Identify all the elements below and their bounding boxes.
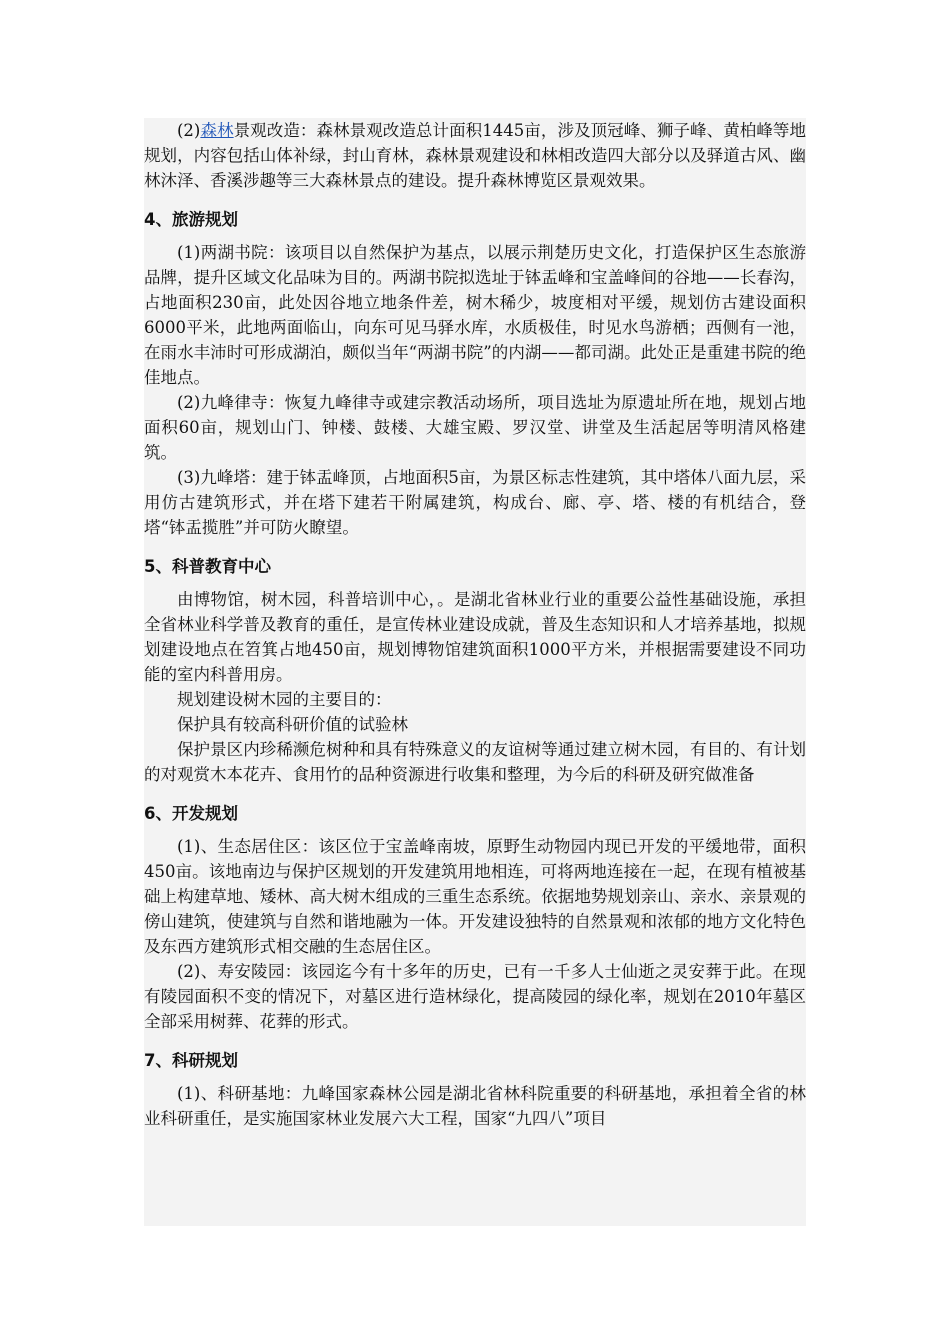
heading-tourism-planning: 4、旅游规划	[144, 210, 238, 229]
paragraph-lianghu-academy: (1)两湖书院：该项目以自然保护为基点，以展示荆楚历史文化，打造保护区生态旅游品牌，提升区域文化品味为目的。两湖书院拟选址于钵盂峰和宝盖峰间的谷地——长春沟，占地面积230亩，此处因谷地立地条件差，树木稀少，坡度相对平缓，规划仿古建设面积6000平米，此地两面临山，向东可见马驿水库，水质极佳，时见水鸟游栖；西侧有一池，在雨水丰沛时可形成湖泊，颇似当年“两湖书院”的内湖——都司湖。此处正是重建书院的绝佳地点。	[144, 243, 806, 387]
paragraph-text: 景观改造：森林景观改造总计面积1445亩，涉及顶冠峰、狮子峰、黄柏峰等地规划，内容包括山体补绿，封山育林，森林景观建设和林相改造四大部分以及驿道古风、幽林沐泽、香溪涉趣等三大森林景点的建设。提升森林博览区景观效果。	[144, 121, 807, 190]
forest-link[interactable]: 森林	[200, 121, 234, 140]
paragraph-prefix: (2)	[177, 121, 201, 140]
paragraph-cemetery: (2)、寿安陵园：该园迄今有十多年的历史，已有一千多人士仙逝之灵安葬于此。在现有陵园面积不变的情况下，对墓区进行造林绿化，提高陵园的绿化率，规划在2010年墓区全部采用树葬、花葬的形式。	[144, 962, 806, 1031]
paragraph-jiufeng-tower: (3)九峰塔：建于钵盂峰顶，占地面积5亩，为景区标志性建筑，其中塔体八面九层，采用仿古建筑形式，并在塔下建若干附属建筑，构成台、廊、亭、塔、楼的有机结合，登塔“钵盂揽胜”并可防火瞭望。	[144, 468, 806, 537]
document-body	[144, 118, 806, 1226]
paragraph-research-base: (1)、科研基地：九峰国家森林公园是湖北省林科院重要的科研基地，承担着全省的林业科研重任，是实施国家林业发展六大工程，国家“九四八”项目	[144, 1084, 806, 1128]
paragraph-eco-residential: (1)、生态居住区：该区位于宝盖峰南坡，原野生动物园内现已开发的平缓地带，面积450亩。该地南边与保护区规划的开发建筑用地相连，可将两地连接在一起，在现有植被基础上构建草地、矮林、高大树木组成的三重生态系统。依据地势规划亲山、亲水、亲景观的傍山建筑，使建筑与自然和谐地融为一体。开发建设独特的自然景观和浓郁的地方文化特色及东西方建筑形式相交融的生态居住区。	[144, 837, 806, 956]
paragraph-museum: 由博物馆，树木园，科普培训中心，。是湖北省林业行业的重要公益性基础设施，承担全省林业科学普及教育的重任，是宣传林业建设成就，普及生态知识和人才培养基地，拟规划建设地点在笤箕占地450亩，规划博物馆建筑面积1000平方米，并根据需要建设不同功能的室内科普用房。	[144, 590, 806, 684]
paragraph-jiufeng-temple: (2)九峰律寺：恢复九峰律寺或建宗教活动场所，项目选址为原遗址所在地，规划占地面积60亩，规划山门、钟楼、鼓楼、大雄宝殿、罗汉堂、讲堂及生活起居等明清风格建筑。	[144, 393, 806, 462]
paragraph-protect-trees: 保护景区内珍稀濒危树种和具有特殊意义的友谊树等通过建立树木园，有目的、有计划的对观赏木本花卉、食用竹的品种资源进行收集和整理，为今后的科研及研究做准备	[144, 740, 806, 784]
paragraph-arboretum-purpose: 规划建设树木园的主要目的：	[177, 690, 392, 709]
heading-development-planning: 6、开发规划	[144, 804, 238, 823]
paragraph-protect-forest: 保护具有较高科研价值的试验林	[177, 715, 408, 734]
heading-research-planning: 7、科研规划	[144, 1051, 238, 1070]
heading-science-education: 5、科普教育中心	[144, 557, 271, 576]
paragraph-forest-landscape	[144, 118, 806, 193]
